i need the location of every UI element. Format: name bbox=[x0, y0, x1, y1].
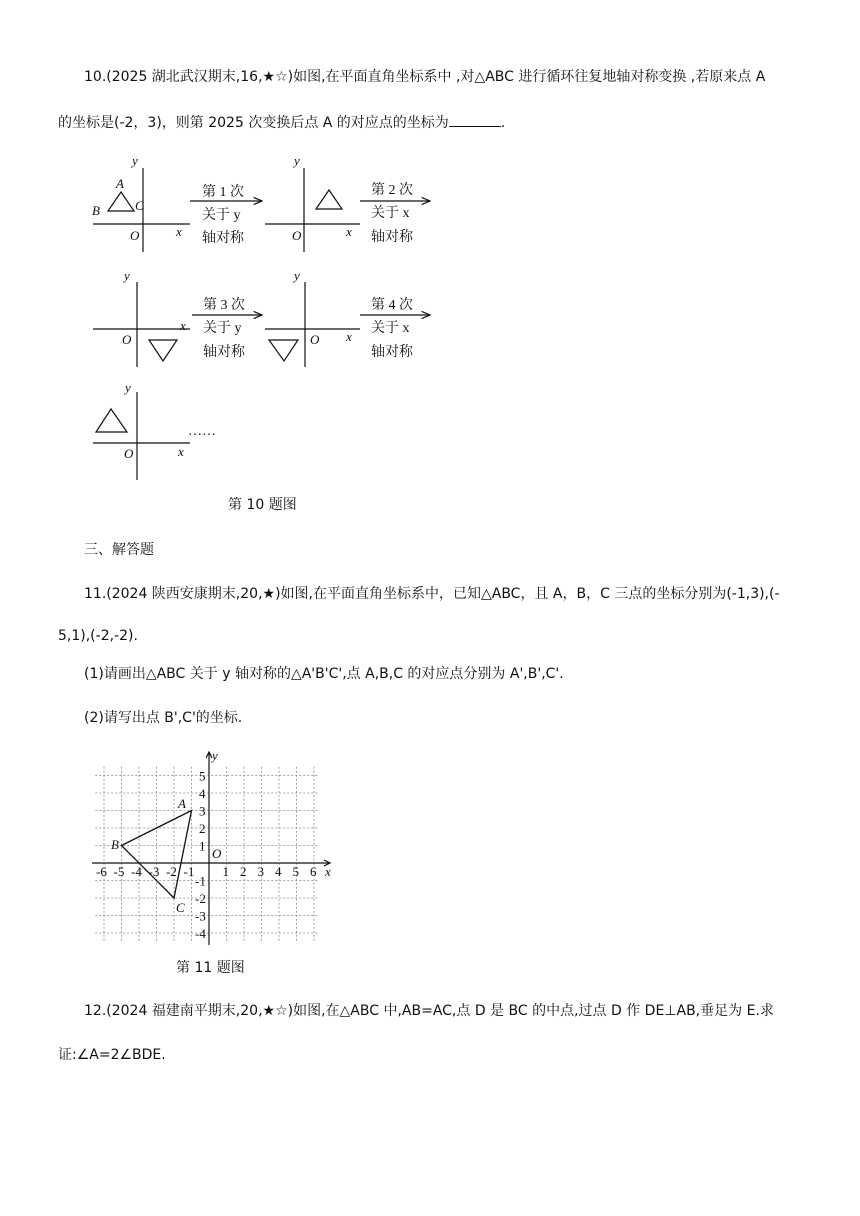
p1-origin: O bbox=[130, 228, 140, 243]
p1-triangle bbox=[108, 192, 134, 211]
step4-bot: 轴对称 bbox=[371, 345, 413, 360]
q12-line1: 12.(2024 福建南平期末,20,★☆)如图,在△ABC 中,AB=AC,点 D 是 BC 的中点,过点 D 作 DE⊥AB,垂足为 E.求 bbox=[84, 1003, 774, 1019]
fig11-y-label: y bbox=[212, 748, 218, 763]
x-tick-label: -6 bbox=[96, 864, 107, 879]
fig11-label-B: B bbox=[111, 837, 119, 852]
q10-line2-end: . bbox=[500, 115, 506, 131]
p2-x-label: x bbox=[346, 224, 352, 239]
figure-10-caption: 第 10 题图 bbox=[228, 497, 297, 513]
section-heading: 三、解答题 bbox=[84, 542, 154, 558]
q11-line1: 11.(2024 陕西安康期末,20,★)如图,在平面直角坐标系中，已知△ABC，且 A，B，C 三点的坐标分别为(-1,3),(- bbox=[84, 586, 780, 602]
fig11-label-C: C bbox=[176, 900, 185, 915]
step3-mid: 关于 y bbox=[203, 321, 242, 336]
p4-y-label: y bbox=[294, 268, 300, 283]
p2-triangle bbox=[316, 190, 342, 209]
x-tick-label: -5 bbox=[113, 864, 125, 879]
p3-origin: O bbox=[122, 332, 132, 347]
p1-x-label: x bbox=[176, 224, 182, 239]
figure-11-caption: 第 11 题图 bbox=[176, 960, 245, 976]
y-tick-label: 4 bbox=[199, 786, 206, 801]
q10-line1: 10.(2025 湖北武汉期末,16,★☆)如图,在平面直角坐标系中 ,对△ABC 进行循环往复地轴对称变换 ,若原来点 A bbox=[84, 69, 766, 85]
y-tick-label: -2 bbox=[195, 891, 206, 906]
step1-bot: 轴对称 bbox=[202, 231, 244, 246]
y-tick-label: 5 bbox=[199, 768, 206, 784]
p1-y-label: y bbox=[132, 153, 138, 168]
figure-10 bbox=[0, 0, 860, 520]
p3-triangle bbox=[149, 340, 177, 361]
label-B: B bbox=[92, 203, 100, 218]
x-tick-label: 1 bbox=[222, 864, 229, 879]
step2-bot: 轴对称 bbox=[371, 230, 413, 245]
p3-x-label: x bbox=[180, 318, 186, 333]
x-tick-label: 2 bbox=[240, 864, 247, 879]
step4-top: 第 4 次 bbox=[371, 298, 413, 313]
x-tick-label: -1 bbox=[183, 864, 195, 879]
q11-part2: (2)请写出点 B',C'的坐标. bbox=[84, 710, 243, 726]
fig11-origin: O bbox=[212, 846, 222, 861]
x-tick-label: -2 bbox=[166, 864, 177, 879]
label-C: C bbox=[135, 198, 144, 213]
step2-mid: 关于 x bbox=[371, 206, 410, 221]
x-tick-label: 6 bbox=[310, 864, 317, 879]
p3-y-label: y bbox=[124, 268, 130, 283]
fig11-label-A: A bbox=[178, 796, 186, 811]
p4-triangle bbox=[269, 340, 298, 361]
p2-origin: O bbox=[292, 228, 302, 243]
x-tick-label: -3 bbox=[148, 864, 160, 879]
y-tick-label: 1 bbox=[199, 838, 206, 854]
p2-y-label: y bbox=[294, 153, 300, 168]
label-A: A bbox=[116, 176, 124, 191]
fig11-x-arrow bbox=[324, 860, 330, 866]
p5-triangle bbox=[96, 409, 127, 432]
y-tick-label: -3 bbox=[195, 908, 206, 924]
q11-line2: 5,1),(-2,-2). bbox=[58, 628, 138, 644]
p5-y-label: y bbox=[125, 380, 131, 395]
step1-mid: 关于 y bbox=[202, 208, 241, 223]
q10-line2-text: 的坐标是(-2，3)，则第 2025 次变换后点 A 的对应点的坐标为 bbox=[58, 115, 449, 131]
x-tick-label: 5 bbox=[292, 864, 299, 879]
q12-line2: 证:∠A=2∠BDE. bbox=[58, 1047, 166, 1063]
y-tick-label: 3 bbox=[199, 803, 206, 819]
x-tick-label: 4 bbox=[275, 864, 282, 879]
step2-top: 第 2 次 bbox=[371, 183, 413, 198]
fig11-x-label: x bbox=[325, 864, 331, 879]
y-tick-label: 2 bbox=[199, 821, 206, 836]
x-tick-label: -4 bbox=[131, 864, 142, 879]
x-tick-label: 3 bbox=[257, 864, 264, 879]
p5-x-label: x bbox=[178, 444, 184, 459]
p4-origin: O bbox=[310, 332, 320, 347]
fig11-y-arrow bbox=[206, 752, 212, 758]
p5-origin: O bbox=[124, 446, 134, 461]
q11-part1: (1)请画出△ABC 关于 y 轴对称的△A'B'C',点 A,B,C 的对应点分别为 A',B',C'. bbox=[84, 666, 564, 682]
p4-x-label: x bbox=[346, 329, 352, 344]
triangle-abc bbox=[122, 811, 192, 899]
step3-bot: 轴对称 bbox=[203, 345, 245, 360]
step1-top: 第 1 次 bbox=[202, 185, 244, 200]
ellipsis: …… bbox=[188, 424, 216, 439]
step3-top: 第 3 次 bbox=[203, 298, 245, 313]
y-tick-label: -4 bbox=[195, 926, 206, 941]
step4-mid: 关于 x bbox=[371, 321, 410, 336]
y-tick-label: -1 bbox=[195, 873, 206, 889]
